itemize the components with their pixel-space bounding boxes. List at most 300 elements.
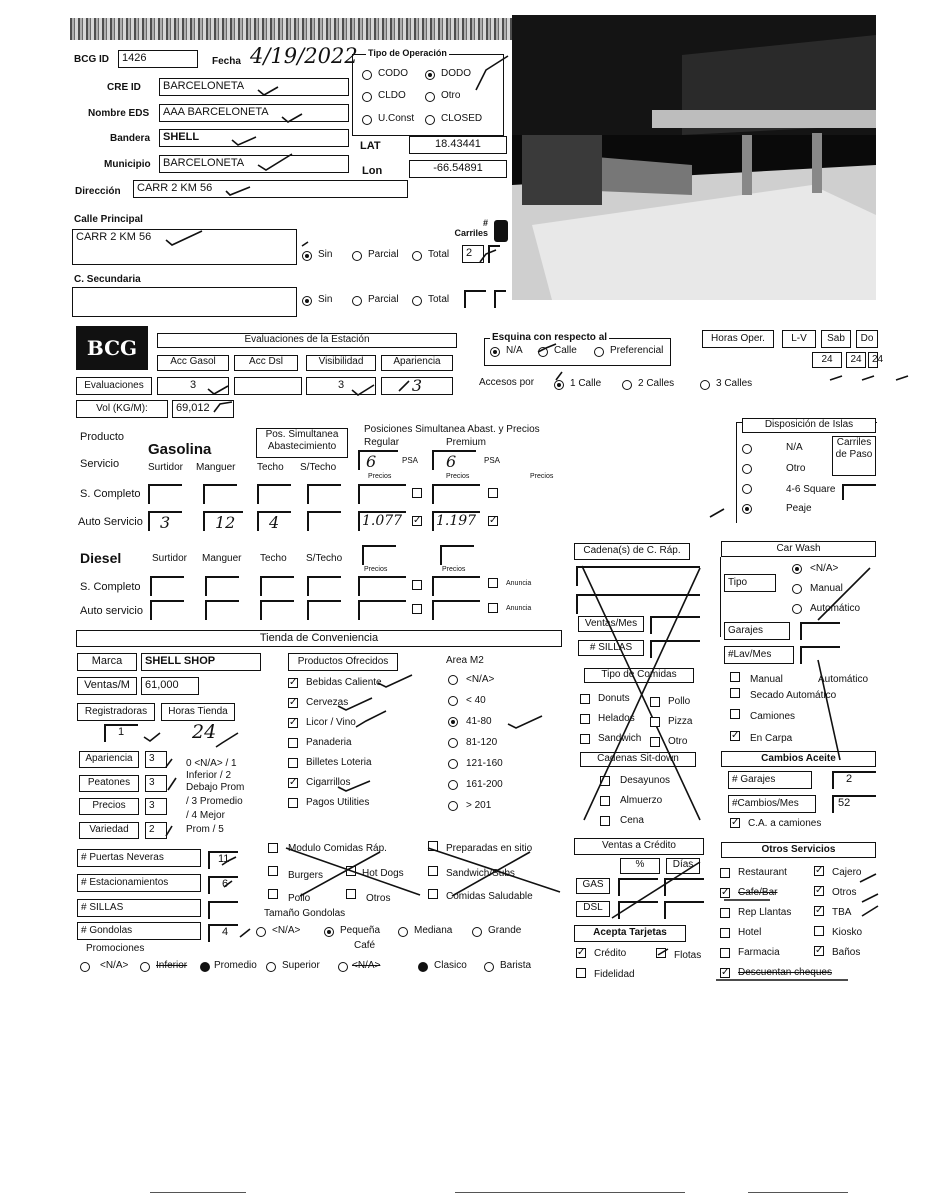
cambios-mes-field[interactable]: 52 (832, 795, 876, 813)
pos-simultanea-header: Pos. Simultanea Abastecimiento (256, 428, 348, 458)
cadena-sillas-field[interactable] (650, 640, 700, 658)
cw-carpa-label: En Carpa (750, 733, 793, 744)
das-check-1[interactable] (412, 604, 422, 614)
cw-secado-label: Secado Automático (750, 690, 837, 701)
dsc-techo[interactable] (260, 576, 294, 596)
extra-precios-label: Precios (530, 473, 554, 480)
col-surtidor: Surtidor (148, 462, 184, 473)
das-stecho[interactable] (307, 600, 341, 620)
scale-5: Prom / 5 (186, 824, 224, 835)
bcg-id-field[interactable]: 1426 (118, 50, 198, 68)
premium-precios-label: Precios (446, 473, 470, 480)
comida-check-0[interactable] (580, 694, 590, 704)
diesel-precios-label-1: Precios (364, 566, 388, 573)
variedad-label: Variedad (79, 822, 139, 839)
acc-dsl-field[interactable] (234, 377, 302, 395)
cadena-field-2[interactable] (576, 594, 700, 614)
producto-check-6[interactable] (288, 798, 298, 808)
municipio-field[interactable]: BARCELONETA (159, 155, 349, 173)
estac-field[interactable]: 6 (208, 876, 238, 894)
hotdogs-check[interactable] (346, 866, 356, 876)
otros-right-check-0[interactable]: ✓ (815, 865, 824, 876)
auto-servicio-label: Auto Servicio (78, 516, 143, 528)
lat-field[interactable]: 18.43441 (409, 136, 507, 154)
comida-check-2[interactable] (580, 714, 590, 724)
as-regular-check[interactable]: ✓ (413, 515, 422, 526)
comida-check-5[interactable] (650, 737, 660, 747)
sc-manguer[interactable] (203, 484, 237, 504)
radio-uconst[interactable] (362, 115, 372, 125)
desayunos-label: Desayunos (620, 775, 671, 786)
carriles-extra-field[interactable] (488, 245, 500, 263)
cw-camiones-label: Camiones (750, 711, 796, 722)
otros-left-check-3[interactable] (720, 928, 730, 938)
cw-manual-check[interactable] (730, 672, 740, 682)
fidelidad-check[interactable] (576, 968, 586, 978)
radio-tamano-na[interactable] (256, 927, 266, 937)
apariencia-tienda-field[interactable]: 3 (145, 751, 167, 768)
marca-label: Marca (77, 653, 137, 671)
radio-codo-label: CODO (378, 68, 408, 79)
producto-check-0[interactable]: ✓ (289, 677, 298, 688)
calle-secundaria-label: C. Secundaria (74, 274, 141, 285)
bandera-field[interactable]: SHELL (159, 129, 349, 147)
radio-cw-auto[interactable] (792, 604, 802, 614)
radio-secundaria-total[interactable] (412, 296, 422, 306)
preparadas-check[interactable] (428, 841, 438, 851)
principal-total-label: Total (428, 249, 450, 260)
registradoras-field[interactable]: 1 (104, 724, 138, 742)
cena-label: Cena (620, 815, 644, 826)
cambios-garajes-field[interactable]: 2 (832, 771, 876, 789)
modulo-check[interactable] (268, 843, 278, 853)
bcg-id-label: BCG ID (74, 54, 109, 65)
radio-promo-na[interactable] (80, 962, 90, 972)
area-label-2: 41-80 (466, 716, 492, 727)
radio-principal-total[interactable] (412, 251, 422, 261)
producto-label-1: Cervezas (306, 697, 349, 708)
dsc-precio-2[interactable] (432, 576, 480, 596)
radio-disp-square[interactable] (742, 484, 752, 494)
diesel-col-stecho: S/Techo (306, 553, 343, 564)
almuerzo-check[interactable] (600, 796, 610, 806)
disp-na-label: N/A (786, 442, 803, 453)
desayunos-check[interactable] (600, 776, 610, 786)
carwash-tipo-label: Tipo (724, 574, 776, 592)
radio-dodo[interactable] (425, 70, 435, 80)
gondolas-field[interactable]: 4 (208, 924, 238, 942)
radio-codo[interactable] (362, 70, 372, 80)
das-surtidor[interactable] (150, 600, 184, 620)
dsc-stecho[interactable] (307, 576, 341, 596)
radio-tamano-grande[interactable] (472, 927, 482, 937)
bandera-label: Bandera (110, 133, 151, 144)
ventas-field[interactable]: 61,000 (141, 677, 199, 695)
radio-secundaria-sin[interactable] (302, 296, 312, 306)
sc-regular-check[interactable] (412, 488, 422, 498)
tamano-label: Tamaño Gondolas (264, 908, 346, 919)
footer-line-2 (455, 1192, 685, 1193)
gondolas-label: # Gondolas (77, 922, 201, 940)
scale-1: Inferior / 2 (186, 770, 232, 781)
area-label-0: <N/A> (466, 674, 495, 685)
sandwich-check[interactable] (428, 866, 438, 876)
lon-label: Lon (362, 165, 383, 177)
puertas-field[interactable]: 11 (208, 851, 238, 869)
diesel-precio-1[interactable] (362, 545, 396, 565)
burgers-label: Burgers (288, 870, 324, 881)
cw-secado-check[interactable] (730, 688, 740, 698)
diesel-s-completo-label: S. Completo (80, 581, 141, 593)
radio-cafe-na[interactable] (338, 962, 348, 972)
lat-label: LAT (360, 140, 381, 152)
calle-secundaria-field[interactable] (72, 287, 297, 317)
premium-psa-field[interactable]: 6 (432, 450, 476, 470)
comida-label-1: Pollo (668, 696, 691, 707)
area-label-4: 121-160 (466, 758, 503, 769)
otros-right-label-0: Cajero (832, 867, 862, 878)
dsc-precio-1[interactable] (358, 576, 406, 596)
regular-psa-field[interactable]: 6 (358, 450, 398, 470)
horas-tienda-label: Horas Tienda (161, 703, 235, 721)
secundaria-carriles-field[interactable] (464, 290, 486, 308)
as-precio-regular[interactable]: 1.077 (358, 511, 406, 531)
cadena-field-1[interactable] (576, 566, 700, 586)
sc-precio-regular[interactable] (358, 484, 406, 504)
horas-do-field[interactable]: 24 (868, 352, 878, 368)
principal-sin-label: Sin (318, 249, 333, 260)
radio-closed[interactable] (425, 115, 435, 125)
producto-label-0: Bebidas Caliente (306, 677, 382, 688)
ca-camiones-check[interactable]: ✓ (731, 817, 740, 828)
esquina-calle-label: Calle (554, 345, 577, 356)
radio-area-6[interactable] (448, 801, 458, 811)
col-techo: Techo (257, 462, 284, 473)
lav-mes-label: #Lav/Mes (724, 646, 794, 664)
horas-lv-field[interactable]: 24 (812, 352, 842, 368)
das-techo[interactable] (260, 600, 294, 620)
producto-check-2[interactable]: ✓ (289, 717, 298, 728)
comida-check-3[interactable] (650, 717, 660, 727)
cafe-barista-label: Barista (500, 960, 532, 971)
radio-area-2[interactable] (448, 717, 458, 727)
footer-line-1 (150, 1192, 246, 1193)
regular-precios-label: Precios (368, 473, 392, 480)
radio-cldo-label: CLDO (378, 90, 406, 101)
diesel-precio-2[interactable] (440, 545, 474, 565)
vol-label: Vol (KG/M): (76, 400, 168, 418)
accesos-2-label: 2 Calles (638, 378, 675, 389)
das-precio-1[interactable] (358, 600, 406, 620)
visibilidad-field[interactable]: 3 (306, 377, 376, 395)
sc-precio-premium[interactable] (432, 484, 480, 504)
secundaria-carriles-extra[interactable] (494, 290, 506, 308)
producto-check-5[interactable]: ✓ (289, 777, 298, 788)
das-check-2[interactable] (488, 603, 498, 613)
peatones-field[interactable]: 3 (145, 775, 167, 792)
radio-otro-label: Otro (441, 90, 461, 101)
das-anuncia-label: Anuncia (506, 605, 532, 612)
cafe-clasico-label: Clasico (434, 960, 467, 971)
radio-accesos-2[interactable] (622, 380, 632, 390)
otros-left-check-1[interactable]: ✓ (721, 887, 730, 898)
radio-disp-peaje[interactable] (742, 504, 752, 514)
comida-label-2: Helados (598, 713, 635, 724)
horas-sab-field[interactable]: 24 (846, 352, 866, 368)
carwash-title: Car Wash (721, 541, 876, 557)
traffic-light-icon (494, 220, 508, 242)
precios-tienda-field[interactable]: 3 (145, 798, 167, 815)
tarjetas-title: Acepta Tarjetas (574, 925, 686, 942)
otros-left-check-2[interactable] (720, 908, 730, 918)
producto-label-4: Billetes Loteria (306, 757, 372, 768)
radio-disp-otro[interactable] (742, 464, 752, 474)
das-manguer[interactable] (205, 600, 239, 620)
otros-right-check-4[interactable]: ✓ (815, 945, 824, 956)
diesel-col-manguer: Manguer (202, 553, 242, 564)
sillas-label: # SILLAS (77, 899, 201, 917)
calle-principal-label: Calle Principal (74, 214, 143, 225)
secundaria-total-label: Total (428, 294, 450, 305)
diesel-col-surtidor: Surtidor (152, 553, 188, 564)
producto-check-3[interactable] (288, 738, 298, 748)
producto-label-6: Pagos Utilities (306, 797, 370, 808)
otros-right-check-2[interactable]: ✓ (815, 905, 824, 916)
tipo-operacion-title: Tipo de Operación (368, 48, 447, 58)
hotdogs-label: Hot Dogs (362, 868, 404, 879)
radio-esquina-na[interactable] (490, 347, 500, 357)
cw-automatico-check-label: Automático (818, 674, 869, 685)
saludable-label: Comidas Saludable (446, 891, 533, 902)
bcg-logo: BCG (76, 326, 148, 370)
otros-right-label-3: Kiosko (832, 927, 863, 938)
radio-secundaria-parcial[interactable] (352, 296, 362, 306)
area-label-1: < 40 (466, 695, 486, 706)
diesel-auto-servicio-label: Auto servicio (80, 605, 143, 617)
otros-left-check-4[interactable] (720, 948, 730, 958)
sc-premium-check[interactable] (488, 488, 498, 498)
credito-title: Ventas a Crédito (574, 838, 704, 855)
col-acc-gasol: Acc Gasol (157, 355, 229, 371)
otros-left-check-0[interactable] (720, 868, 730, 878)
cambios-title: Cambios Aceite (721, 751, 876, 767)
saludable-check[interactable] (428, 889, 438, 899)
producto-check-1[interactable]: ✓ (289, 697, 298, 708)
cw-carpa-check[interactable]: ✓ (731, 730, 740, 741)
ventas-mes-field[interactable] (650, 616, 700, 634)
otros-right-check-3[interactable] (814, 926, 824, 936)
producto-label-5: Cigarrillos (306, 777, 351, 788)
gas-pct-field[interactable] (618, 878, 658, 896)
radio-esquina-calle[interactable] (538, 347, 548, 357)
radio-tamano-mediana[interactable] (398, 927, 408, 937)
sandwich-label: Sandwich/Subs (446, 868, 515, 879)
radio-esquina-preferencial[interactable] (594, 347, 604, 357)
pollo-label: Pollo (288, 893, 311, 904)
as-stecho[interactable] (307, 511, 341, 531)
col-manguer: Manguer (196, 462, 236, 473)
radio-area-0[interactable] (448, 675, 458, 685)
regular-psa-label: PSA (402, 456, 419, 465)
comida-label-4: Sandwich (598, 733, 642, 744)
radio-promo-promedio[interactable] (200, 962, 210, 972)
as-manguer[interactable]: 12 (203, 511, 243, 531)
ventas-label: Ventas/M (77, 677, 137, 695)
tienda-title: Tienda de Conveniencia (76, 630, 562, 647)
cre-id-label: CRE ID (107, 82, 141, 93)
esquina-na-label: N/A (506, 345, 523, 356)
marca-field[interactable]: SHELL SHOP (141, 653, 261, 671)
modulo-label: Modulo Comidas Ráp. (288, 843, 387, 854)
radio-cldo[interactable] (362, 92, 372, 102)
sc-surtidor[interactable] (148, 484, 182, 504)
lav-mes-field[interactable] (800, 646, 840, 664)
precios-label: Precios (79, 798, 139, 815)
station-photo (512, 15, 876, 300)
promo-promedio-label: Promedio (214, 960, 257, 971)
radio-otro[interactable] (425, 92, 435, 102)
tamano-pequena-label: Pequeña (340, 925, 381, 936)
as-techo[interactable]: 4 (257, 511, 291, 531)
servicio-label: Servicio (80, 458, 120, 470)
diesel-title: Diesel (80, 550, 122, 566)
radio-cafe-barista[interactable] (484, 962, 494, 972)
radio-tamano-pequena[interactable] (324, 927, 334, 937)
otros-left-label-4: Farmacia (738, 947, 780, 958)
credito-check[interactable]: ✓ (577, 947, 586, 958)
radio-principal-parcial[interactable] (352, 251, 362, 261)
area-title: Area M2 (446, 655, 484, 666)
puertas-label: # Puertas Neveras (77, 849, 201, 867)
radio-principal-sin[interactable] (302, 251, 312, 261)
scale-0: 0 <N/A> / 1 (186, 758, 237, 769)
garajes-cw-field[interactable] (800, 622, 840, 640)
disp-otro-label: Otro (786, 463, 806, 474)
scale-2: Debajo Prom (186, 782, 245, 793)
secundaria-sin-label: Sin (318, 294, 333, 305)
as-premium-check[interactable]: ✓ (489, 515, 498, 526)
otros-left-check-5[interactable]: ✓ (721, 967, 730, 978)
radio-accesos-3[interactable] (700, 380, 710, 390)
radio-dodo-label: DODO (441, 68, 471, 79)
dsl-label: DSL (576, 901, 610, 917)
dsc-surtidor[interactable] (150, 576, 184, 596)
das-precio-2[interactable] (432, 600, 480, 620)
carriles-paso-label: Carriles de Paso (832, 436, 876, 476)
as-surtidor[interactable]: 3 (148, 511, 182, 531)
calle-principal-field[interactable]: CARR 2 KM 56 (72, 229, 297, 265)
principal-parcial-label: Parcial (368, 249, 399, 260)
disposicion-title: Disposición de Islas (742, 418, 876, 433)
radio-area-5[interactable] (448, 780, 458, 790)
promo-na-label: <N/A> (100, 960, 129, 971)
disp-square-label: 4-6 Square (786, 484, 836, 495)
comida-label-5: Otro (668, 736, 688, 747)
lon-field[interactable]: -66.54891 (409, 160, 507, 178)
producto-check-4[interactable] (288, 758, 298, 768)
radio-disp-na[interactable] (742, 444, 752, 454)
municipio-label: Municipio (104, 159, 151, 170)
acc-gasol-field[interactable]: 3 (157, 377, 229, 395)
variedad-field[interactable]: 2 (145, 822, 167, 839)
radio-cafe-clasico[interactable] (418, 962, 428, 972)
cena-check[interactable] (600, 816, 610, 826)
sc-stecho[interactable] (307, 484, 341, 504)
dsc-check-2[interactable] (488, 578, 498, 588)
otros-left-label-0: Restaurant (738, 867, 787, 878)
tamano-mediana-label: Mediana (414, 925, 453, 936)
dsl-pct-field[interactable] (618, 901, 658, 919)
comida-check-1[interactable] (650, 697, 660, 707)
area-label-6: > 201 (466, 800, 492, 811)
secundaria-parcial-label: Parcial (368, 294, 399, 305)
fecha-label: Fecha (212, 56, 241, 67)
otros-comida-check[interactable] (346, 889, 356, 899)
dsl-dias-field[interactable] (664, 901, 704, 919)
pollo-check[interactable] (268, 889, 278, 899)
cambios-mes-label: #Cambios/Mes (728, 795, 816, 813)
col-visibilidad: Visibilidad (306, 355, 376, 371)
otros-right-label-1: Otros (832, 887, 857, 898)
radio-area-3[interactable] (448, 738, 458, 748)
producto-label: Producto (80, 431, 125, 443)
cw-na-label: <N/A> (810, 563, 839, 574)
cre-id-field[interactable]: BARCELONETA (159, 78, 349, 96)
direccion-field[interactable]: CARR 2 KM 56 (133, 180, 408, 198)
comida-check-4[interactable] (580, 734, 590, 744)
burgers-check[interactable] (268, 866, 278, 876)
sillas-field[interactable] (208, 901, 238, 919)
dsc-check-1[interactable] (412, 580, 422, 590)
cw-camiones-check[interactable] (730, 709, 740, 719)
cadenas-sit-title: Cadenas Sit-down (580, 752, 696, 767)
otros-comida-label: Otros (366, 893, 391, 904)
radio-promo-inferior[interactable] (140, 962, 150, 972)
radio-promo-superior[interactable] (266, 962, 276, 972)
accesos-3-label: 3 Calles (716, 378, 753, 389)
carriles-paso-field[interactable] (842, 484, 876, 500)
flotas-check[interactable] (656, 948, 666, 958)
apariencia-field[interactable]: 3 (381, 377, 453, 395)
radio-cw-na[interactable] (792, 564, 802, 574)
radio-closed-label: CLOSED (441, 113, 483, 124)
radio-area-1[interactable] (448, 696, 458, 706)
peatones-label: Peatones (79, 775, 139, 792)
pos-precios-header: Posiciones Simultanea Abast. y Precios (364, 424, 540, 435)
as-precio-premium[interactable]: 1.197 (432, 511, 480, 531)
radio-area-4[interactable] (448, 759, 458, 769)
vol-field[interactable]: 69,012 (172, 400, 234, 418)
radio-accesos-1[interactable] (554, 380, 564, 390)
esquina-title: Esquina con respecto al (492, 332, 608, 343)
sc-techo[interactable] (257, 484, 291, 504)
productos-title: Productos Ofrecidos (288, 653, 398, 671)
footer-line-3 (748, 1192, 848, 1193)
dsc-manguer[interactable] (205, 576, 239, 596)
promociones-label: Promociones (86, 943, 145, 954)
ca-camiones-label: C.A. a camiones (748, 818, 822, 829)
nombre-eds-field[interactable]: AAA BARCELONETA (159, 104, 349, 122)
apariencia-label: Apariencia (79, 751, 139, 768)
tamano-grande-label: Grande (488, 925, 522, 936)
radio-cw-manual[interactable] (792, 584, 802, 594)
gas-dias-field[interactable] (664, 878, 704, 896)
carriles-field[interactable]: 2 (462, 245, 484, 263)
otros-right-check-1[interactable]: ✓ (815, 885, 824, 896)
comida-label-3: Pizza (668, 716, 693, 727)
credito-dias: Días (666, 858, 700, 874)
radio-uconst-label: U.Const (378, 113, 415, 124)
